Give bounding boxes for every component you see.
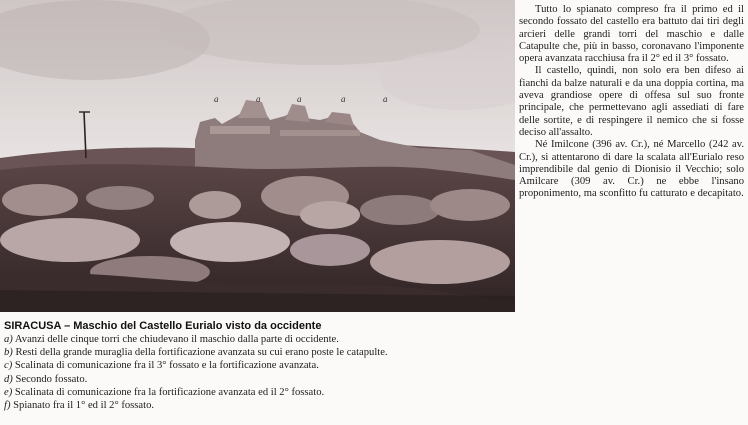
marker-a-4: a	[341, 94, 346, 104]
legend-text: Spianato fra il 1° ed il 2° fossato.	[13, 400, 155, 412]
legend-letter: a)	[4, 334, 13, 345]
marker-a-2: a	[256, 94, 261, 104]
paragraph-2: Il castello, quindi, non solo era ben difeso ai fianchi da balze naturali e da una doppia cortina, ma aveva grandiose opere di offesa sul suo fronte principale, che permettevano agli assediati di fare delle sortite, e di respingere il nemico che si fosse deciso all'assalto.	[519, 65, 744, 138]
legend-letter: e)	[4, 386, 13, 398]
legend-item	[4, 399, 744, 412]
legend-item	[4, 386, 744, 399]
marker-a-1: a	[214, 94, 219, 104]
marker-a-3: a	[297, 94, 302, 104]
legend-letter: d)	[4, 373, 13, 385]
legend-item	[4, 359, 744, 372]
legend-item	[4, 333, 744, 346]
legend-item	[4, 373, 744, 386]
caption-title: SIRACUSA – Maschio del Castello Eurialo visto da occidente	[4, 320, 322, 332]
legend-text: Scalinata di comunicazione fra il 3° fossato e la fortificazione avanzata.	[14, 360, 319, 372]
body-text-column	[519, 4, 744, 201]
legend-letter: b)	[4, 347, 13, 359]
marker-a-5: a	[383, 94, 388, 104]
legend-text: Avanzi delle cinque torri che chiudevano il maschio dalla parte di occidente.	[14, 334, 339, 345]
caption-legend	[4, 333, 744, 412]
legend-text: Scalinata di comunicazione fra la fortificazione avanzata ed il 2° fossato.	[14, 386, 325, 398]
legend-text: Resti della grande muraglia della fortificazione avanzata su cui erano poste le catapulte.	[15, 347, 388, 359]
legend-text: Secondo fossato.	[15, 373, 88, 385]
legend-item	[4, 346, 744, 359]
paragraph-1: Tutto lo spianato compreso fra il primo ed il secondo fossato del castello era battuto dai tiri degli arcieri delle grandi torri del maschio e dalle Catapulte che, più in basso, coronavano l'imponente opera avanzata racchiusa fra il 2° ed il 3° fossato.	[519, 4, 744, 65]
legend-letter: c)	[4, 360, 13, 372]
legend-letter: f)	[4, 400, 11, 412]
paragraph-3: Né Imilcone (396 av. Cr.), né Marcello (242 av. Cr.), si attentarono di dare la scalata all'Eurialo reso imprendibile dal genio di Dionisio il Vecchio; solo Amilcare (309 av. Cr.) ne ebbe l'insano proponimento, ma sconfitto fu catturato e decapitato.	[519, 139, 744, 200]
figure-caption	[4, 320, 744, 412]
